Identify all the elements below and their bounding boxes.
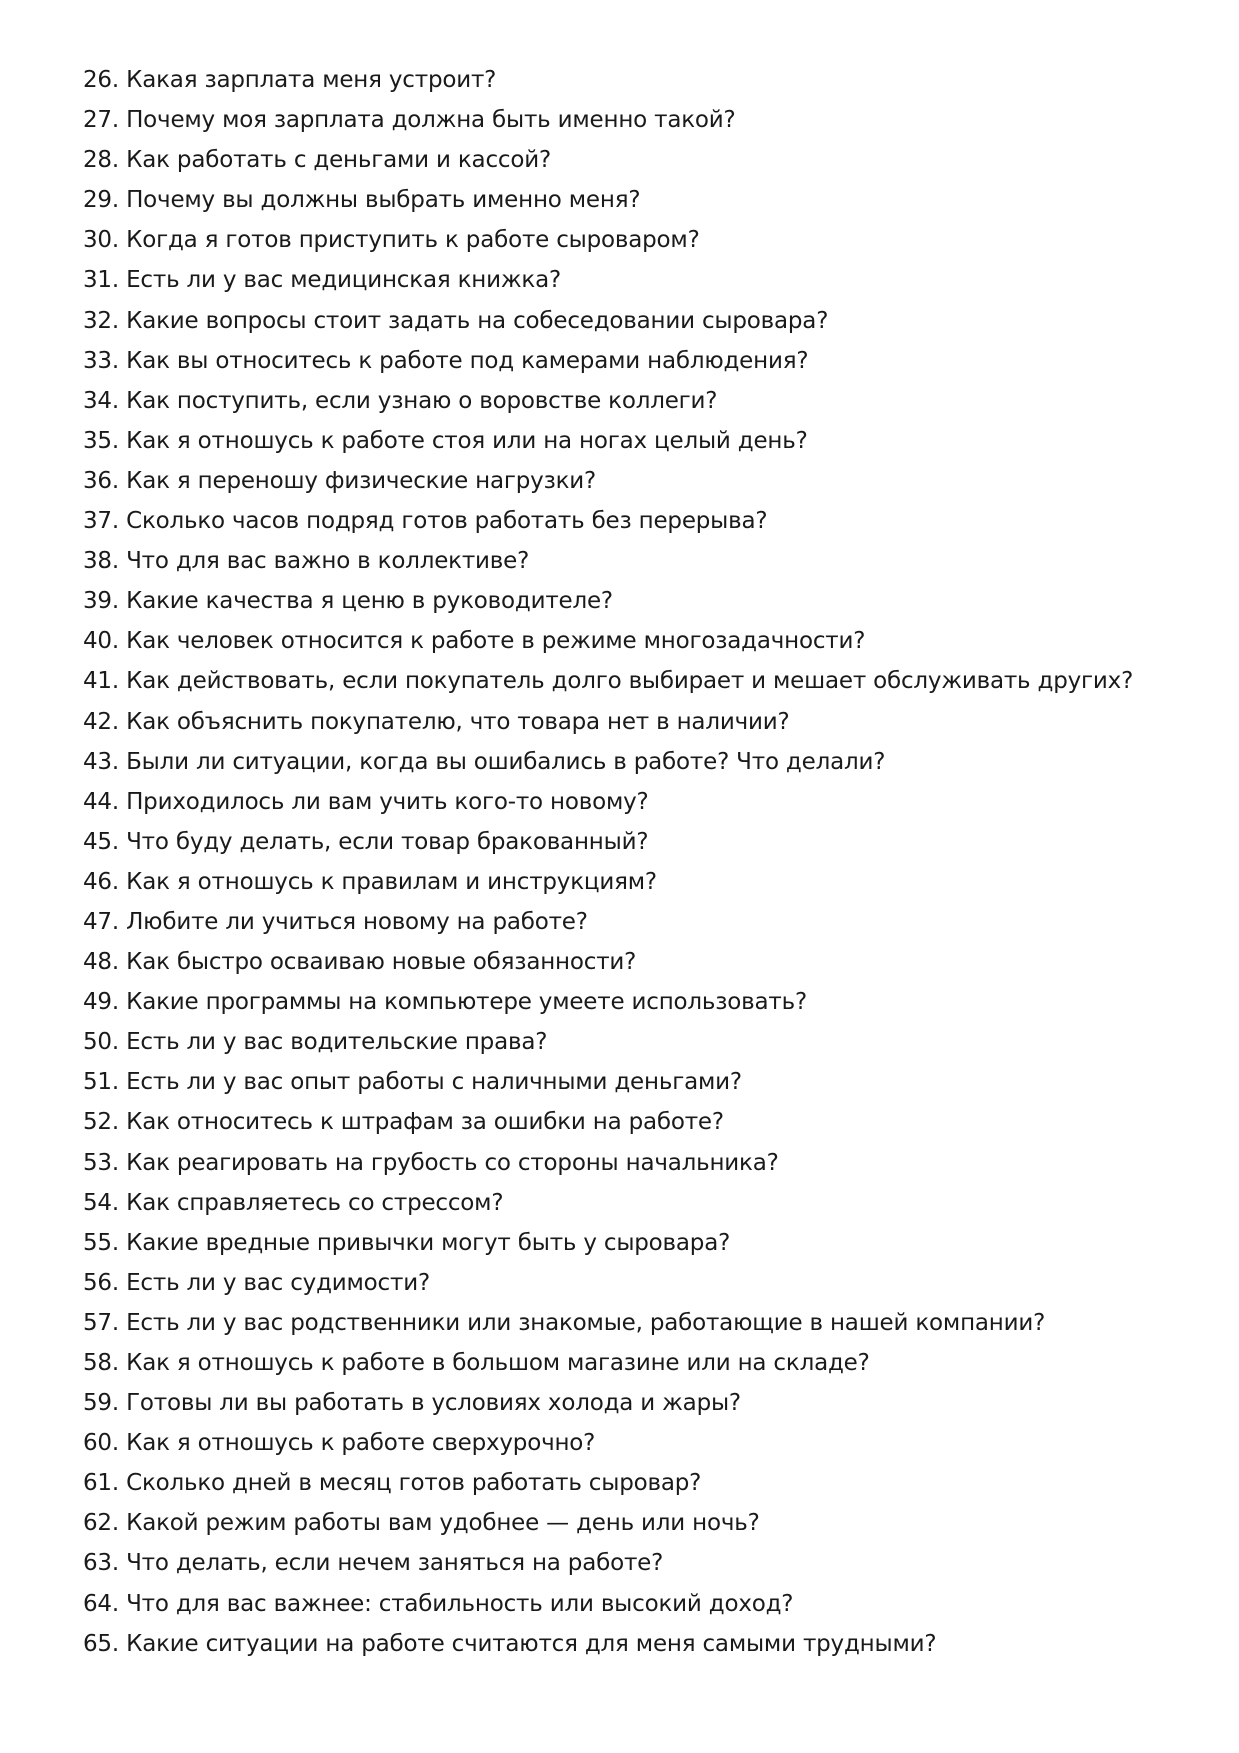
question-item: 60. Как я отношусь к работе сверхурочно? [83, 1430, 596, 1457]
question-item: 42. Как объяснить покупателю, что товара нет в наличии? [83, 708, 790, 735]
question-item: 53. Как реагировать на грубость со стороны начальника? [83, 1149, 779, 1176]
question-item: 43. Были ли ситуации, когда вы ошибались в работе? Что делали? [83, 748, 886, 775]
question-item: 37. Сколько часов подряд готов работать без перерыва? [83, 508, 768, 535]
question-item: 57. Есть ли у вас родственники или знакомые, работающие в нашей компании? [83, 1309, 1046, 1336]
question-item: 55. Какие вредные привычки могут быть у сыровара? [83, 1229, 731, 1256]
question-list [83, 60, 1133, 1664]
question-item: 31. Есть ли у вас медицинская книжка? [83, 267, 561, 294]
question-item: 30. Когда я готов приступить к работе сыроваром? [83, 227, 700, 254]
question-item: 62. Какой режим работы вам удобнее — день или ночь? [83, 1510, 760, 1537]
question-item: 54. Как справляетесь со стрессом? [83, 1189, 504, 1216]
question-item: 44. Приходилось ли вам учить кого-то новому? [83, 788, 649, 815]
question-item: 41. Как действовать, если покупатель долго выбирает и мешает обслуживать других? [83, 668, 1134, 695]
question-item: 35. Как я отношусь к работе стоя или на ногах целый день? [83, 427, 808, 454]
question-item: 63. Что делать, если нечем заняться на работе? [83, 1550, 664, 1577]
question-item: 45. Что буду делать, если товар бракованный? [83, 828, 649, 855]
question-item: 58. Как я отношусь к работе в большом магазине или на складе? [83, 1350, 870, 1376]
question-item: 46. Как я отношусь к правилам и инструкциям? [83, 868, 657, 895]
question-item: 47. Любите ли учиться новому на работе? [83, 908, 588, 935]
question-item: 65. Какие ситуации на работе считаются для меня самыми трудными? [83, 1630, 937, 1657]
question-item: 38. Что для вас важно в коллективе? [83, 548, 530, 575]
question-item: 56. Есть ли у вас судимости? [83, 1269, 430, 1296]
question-item: 40. Как человек относится к работе в режиме многозадачности? [83, 628, 866, 655]
question-item: 28. Как работать с деньгами и кассой? [83, 147, 551, 174]
question-item: 26. Какая зарплата меня устроит? [83, 67, 497, 93]
question-item: 48. Как быстро осваиваю новые обязанности? [83, 949, 637, 976]
question-item: 27. Почему моя зарплата должна быть именно такой? [83, 107, 736, 134]
question-item: 29. Почему вы должны выбрать именно меня? [83, 187, 641, 214]
question-item: 51. Есть ли у вас опыт работы с наличными деньгами? [83, 1069, 742, 1096]
question-item: 61. Сколько дней в месяц готов работать сыровар? [83, 1470, 702, 1497]
question-item: 50. Есть ли у вас водительские права? [83, 1029, 548, 1056]
question-item: 34. Как поступить, если узнаю о воровстве коллеги? [83, 387, 718, 414]
question-item: 64. Что для вас важнее: стабильность или высокий доход? [83, 1590, 794, 1617]
question-item: 36. Как я переношу физические нагрузки? [83, 467, 597, 494]
question-item: 49. Какие программы на компьютере умеете использовать? [83, 989, 807, 1016]
question-item: 52. Как относитесь к штрафам за ошибки на работе? [83, 1109, 724, 1136]
question-item: 59. Готовы ли вы работать в условиях холода и жары? [83, 1390, 741, 1417]
question-item: 33. Как вы относитесь к работе под камерами наблюдения? [83, 347, 809, 374]
question-item: 39. Какие качества я ценю в руководителе? [83, 588, 613, 615]
question-item: 32. Какие вопросы стоит задать на собеседовании сыровара? [83, 307, 829, 334]
